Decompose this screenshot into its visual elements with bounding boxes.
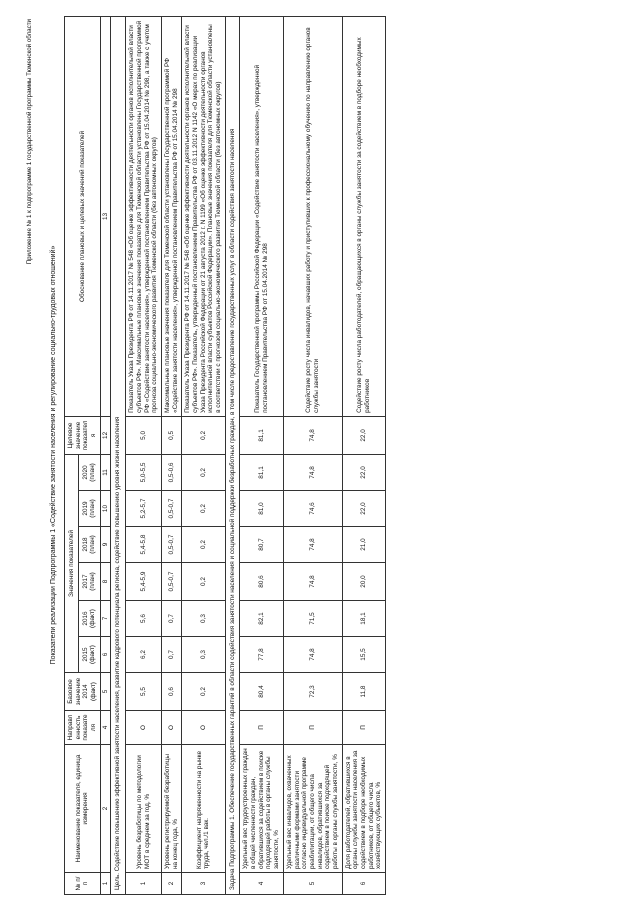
indicator-value: 77,8 — [240, 637, 283, 673]
indicator-value: 0,5-0,7 — [161, 491, 181, 527]
task-text: Задача Подпрограммы 1. Обеспечение государственных гарантий в области содействия занятости населения и социальной поддержки безработных граждан, в том числе предоставление государственных услуг в области содействия занятости населения — [225, 16, 240, 894]
indicator-value: 0,2 — [182, 673, 225, 711]
table-row — [240, 16, 283, 894]
header-name: Наименование показателя, единица измерения — [65, 745, 101, 873]
header-year: 2017 (план) — [78, 563, 100, 601]
indicator-value: 0,2 — [182, 416, 225, 454]
indicator-basis: Показатель Государственной программы Российской Федерации «Содействие занятости населения», утвержденной постановлением Правительства РФ от 15.04.2014 № 298 — [240, 16, 283, 416]
row-number: 6 — [342, 873, 385, 895]
header-year: 2015 (факт) — [78, 637, 100, 673]
indicator-direction: П — [342, 711, 385, 745]
table-row — [161, 16, 181, 894]
indicator-value: 21,0 — [342, 527, 385, 563]
indicator-value: 82,1 — [240, 601, 283, 637]
column-number: 8 — [100, 563, 111, 601]
appendix-note: Приложение № 1 к подпрограмме 1 государственной программы Тюменской области — [26, 19, 33, 265]
task-text-row — [225, 16, 240, 894]
indicator-value: 81,1 — [240, 416, 283, 454]
row-number: 5 — [283, 873, 342, 895]
header-target: Целевое значение показателя — [65, 416, 101, 454]
indicator-value: 0,6 — [161, 673, 181, 711]
indicator-value: 74,8 — [283, 527, 342, 563]
indicator-value: 81,0 — [240, 491, 283, 527]
table-row — [182, 16, 225, 894]
indicator-direction: П — [240, 711, 283, 745]
indicator-direction: О — [182, 711, 225, 745]
indicator-value: 5,2-5,7 — [126, 491, 162, 527]
indicator-value: 5,6 — [126, 601, 162, 637]
header-basis: Обоснование плановых и целевых значений показателей — [65, 16, 101, 416]
indicator-value: 5,4-5,9 — [126, 563, 162, 601]
indicator-value: 0,5-0,7 — [161, 527, 181, 563]
row-number: 3 — [182, 873, 225, 895]
header-row — [65, 16, 79, 894]
header-direction: Направленность показателя — [65, 711, 101, 745]
column-number: 4 — [100, 711, 111, 745]
indicator-value: 0,2 — [182, 491, 225, 527]
indicator-name: Удельный вес трудоустроенных граждан в общей численности граждан, обратившихся за содействием в поиске подходящей работы в органы службы занятости, % — [240, 745, 283, 873]
column-number: 2 — [100, 745, 111, 873]
header-num: № п/п — [65, 873, 101, 895]
indicator-value: 80,6 — [240, 563, 283, 601]
row-number: 2 — [161, 873, 181, 895]
indicator-name: Коэффициент напряженности на рынке труда, чел./1 вак. — [182, 745, 225, 873]
column-number: 11 — [100, 454, 111, 490]
indicators-table — [64, 16, 386, 895]
indicator-value: 0,7 — [161, 601, 181, 637]
indicator-value: 0,7 — [161, 637, 181, 673]
indicator-value: 74,8 — [283, 416, 342, 454]
table-body — [111, 16, 386, 894]
indicator-value: 71,5 — [283, 601, 342, 637]
column-number: 12 — [100, 416, 111, 454]
indicator-basis: Содействие росту числа работодателей, обращающихся в органы службы занятости за содействием в подборе необходимых работников — [342, 16, 385, 416]
indicator-value: 74,6 — [283, 491, 342, 527]
indicator-value: 18,1 — [342, 601, 385, 637]
indicator-value: 22,0 — [342, 491, 385, 527]
indicator-value: 72,3 — [283, 673, 342, 711]
indicator-basis: Максимальные плановые значения показателя для Тюменской области установлены Государственной программой РФ «Содействие занятости населения», утвержденной постановлением Правительства РФ от 15.04.2014 № 298 — [161, 16, 181, 416]
indicator-value: 80,7 — [240, 527, 283, 563]
indicator-value: 0,2 — [182, 454, 225, 490]
indicator-basis: Показатель Указа Президента РФ от 14.11.2017 № 548 «Об оценке эффективности деятельности органов исполнительной власти субъектов РФ». Максимальные плановые значения показателя для Тюменской области установлены Государственной программой РФ «Содействие занятости населения», утвержденной постановлением Правительства РФ от 15.04.2014 № 298, а также с учетом прогноза социально-экономического развития Тюменской области (без автономных округов) — [126, 16, 162, 416]
indicator-value: 5,4-5,8 — [126, 527, 162, 563]
indicator-value: 20,0 — [342, 563, 385, 601]
row-number: 1 — [126, 873, 162, 895]
goal-text: Цель. Содействие повышению эффективной занятости населения, развитие кадрового потенциала региона, содействие повышению уровня жизни населения — [111, 16, 126, 894]
table-row — [342, 16, 385, 894]
indicator-basis: Содействие росту числа инвалидов, начавших работу и приступивших к профессиональному обучению по направлению органов службы занятости — [283, 16, 342, 416]
document-page — [22, 15, 622, 895]
indicator-direction: П — [283, 711, 342, 745]
table-title: Показатели реализации Подпрограммы 1 «Содействие занятости населения и регулирование социально-трудовых отношений» — [50, 245, 57, 665]
column-number: 9 — [100, 527, 111, 563]
indicator-basis: Показатель Указа Президента РФ от 14.11.2017 № 548 «Об оценке эффективности деятельности органов исполнительной власти субъектов РФ». Показатель, утвержденный постановлением Правительства РФ от 03.11.2012 N 1142 «О мерах по реализации Указа Президента Российской Федерации от 21 августа 2012 г. N 1199 «Об оценке эффективности деятельности органов исполнительной власти субъектов Российской Федерации». Плановые значения показателя для Тюменской области установлены в соответствии с прогнозом социально-экономического развития Тюменской области (без автономных округов) — [182, 16, 225, 416]
indicator-value: 81,1 — [240, 454, 283, 490]
indicator-name: Уровень регистрируемой безработицы на конец года, % — [161, 745, 181, 873]
row-number: 4 — [240, 873, 283, 895]
indicator-value: 11,8 — [342, 673, 385, 711]
header-values-group: Значения показателей — [65, 454, 79, 672]
indicator-value: 5,0-5,5 — [126, 454, 162, 490]
table-row — [283, 16, 342, 894]
header-baseline: Базовое значение 2014 (факт) — [65, 673, 101, 711]
indicator-value: 0,5 — [161, 416, 181, 454]
indicator-value: 6,2 — [126, 637, 162, 673]
indicator-value: 0,3 — [182, 637, 225, 673]
indicator-value: 0,5-0,7 — [161, 563, 181, 601]
indicator-value: 22,0 — [342, 416, 385, 454]
indicator-value: 74,8 — [283, 637, 342, 673]
column-number: 10 — [100, 491, 111, 527]
table-row — [126, 16, 162, 894]
column-number: 13 — [100, 16, 111, 416]
column-numbers-row — [100, 16, 111, 894]
indicator-value: 0,3 — [182, 601, 225, 637]
indicator-direction: О — [126, 711, 162, 745]
indicator-direction: О — [161, 711, 181, 745]
indicator-value: 22,0 — [342, 454, 385, 490]
indicator-value: 0,5-0,6 — [161, 454, 181, 490]
indicator-value: 80,4 — [240, 673, 283, 711]
column-number: 1 — [100, 873, 111, 895]
indicator-value: 5,0 — [126, 416, 162, 454]
indicator-name: Доля работодателей, обратившихся в органы службы занятости населения за содействием в подборе необходимых работников, от общего числа хозяйствующих субъектов, % — [342, 745, 385, 873]
header-year: 2020 (план) — [78, 454, 100, 490]
column-number: 6 — [100, 637, 111, 673]
indicator-value: 15,5 — [342, 637, 385, 673]
header-year: 2018 (план) — [78, 527, 100, 563]
header-year: 2016 (факт) — [78, 601, 100, 637]
indicator-value: 74,8 — [283, 454, 342, 490]
header-year: 2019 (план) — [78, 491, 100, 527]
indicator-value: 0,2 — [182, 527, 225, 563]
indicator-value: 0,2 — [182, 563, 225, 601]
column-number: 7 — [100, 601, 111, 637]
indicator-value: 74,8 — [283, 563, 342, 601]
indicator-name: Уровень безработицы по методологии МОТ в среднем за год, % — [126, 745, 162, 873]
goal-text-row — [111, 16, 126, 894]
indicator-value: 5,5 — [126, 673, 162, 711]
column-number: 5 — [100, 673, 111, 711]
indicator-name: Удельный вес инвалидов, охваченных различными формами занятости согласно индивидуальной программе реабилитации, от общего числа инвалидов, обратившихся за содействием в поиске подходящей работы в органы службы занятости, % — [283, 745, 342, 873]
